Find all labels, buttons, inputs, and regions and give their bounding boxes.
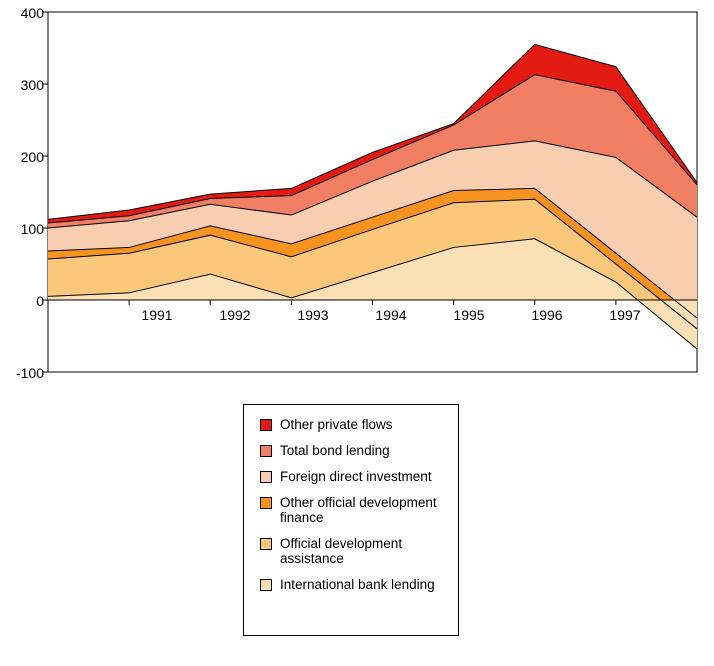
legend-label: Foreign direct investment	[280, 469, 432, 484]
y-tick-label: 200	[20, 149, 44, 165]
legend-label: Other private flows	[280, 417, 393, 432]
x-tick-label: 1995	[453, 307, 485, 323]
legend-label: Official development assistance	[280, 536, 403, 566]
x-tick-label: 1993	[297, 307, 329, 323]
chart-legend	[243, 404, 459, 636]
legend-swatch-total-bond-lending	[260, 445, 272, 457]
legend-swatch-other-private-flows	[260, 419, 272, 431]
legend-label: International bank lending	[280, 577, 435, 592]
x-tick-label: 1997	[609, 307, 641, 323]
x-tick-label: 1994	[375, 307, 407, 323]
legend-item	[260, 469, 448, 484]
legend-item	[260, 443, 448, 458]
legend-swatch-foreign-direct-investment	[260, 471, 272, 483]
x-tick-label: 1991	[141, 307, 173, 323]
legend-item	[260, 417, 448, 432]
y-tick-label: 400	[20, 5, 44, 21]
y-tick-label: 0	[36, 293, 44, 309]
legend-label: Other official development finance	[280, 495, 437, 525]
legend-swatch-international-bank-lending	[260, 579, 272, 591]
y-tick-label: 100	[20, 221, 44, 237]
legend-item	[260, 536, 448, 566]
legend-item	[260, 577, 448, 592]
x-tick-label: 1992	[219, 307, 251, 323]
legend-swatch-official-development-assistance	[260, 538, 272, 550]
y-tick-label: -100	[15, 365, 44, 381]
legend-swatch-other-official-development-finance	[260, 497, 272, 509]
y-tick-label: 300	[20, 77, 44, 93]
x-tick-label: 1996	[531, 307, 563, 323]
legend-item	[260, 495, 448, 525]
legend-label: Total bond lending	[280, 443, 390, 458]
